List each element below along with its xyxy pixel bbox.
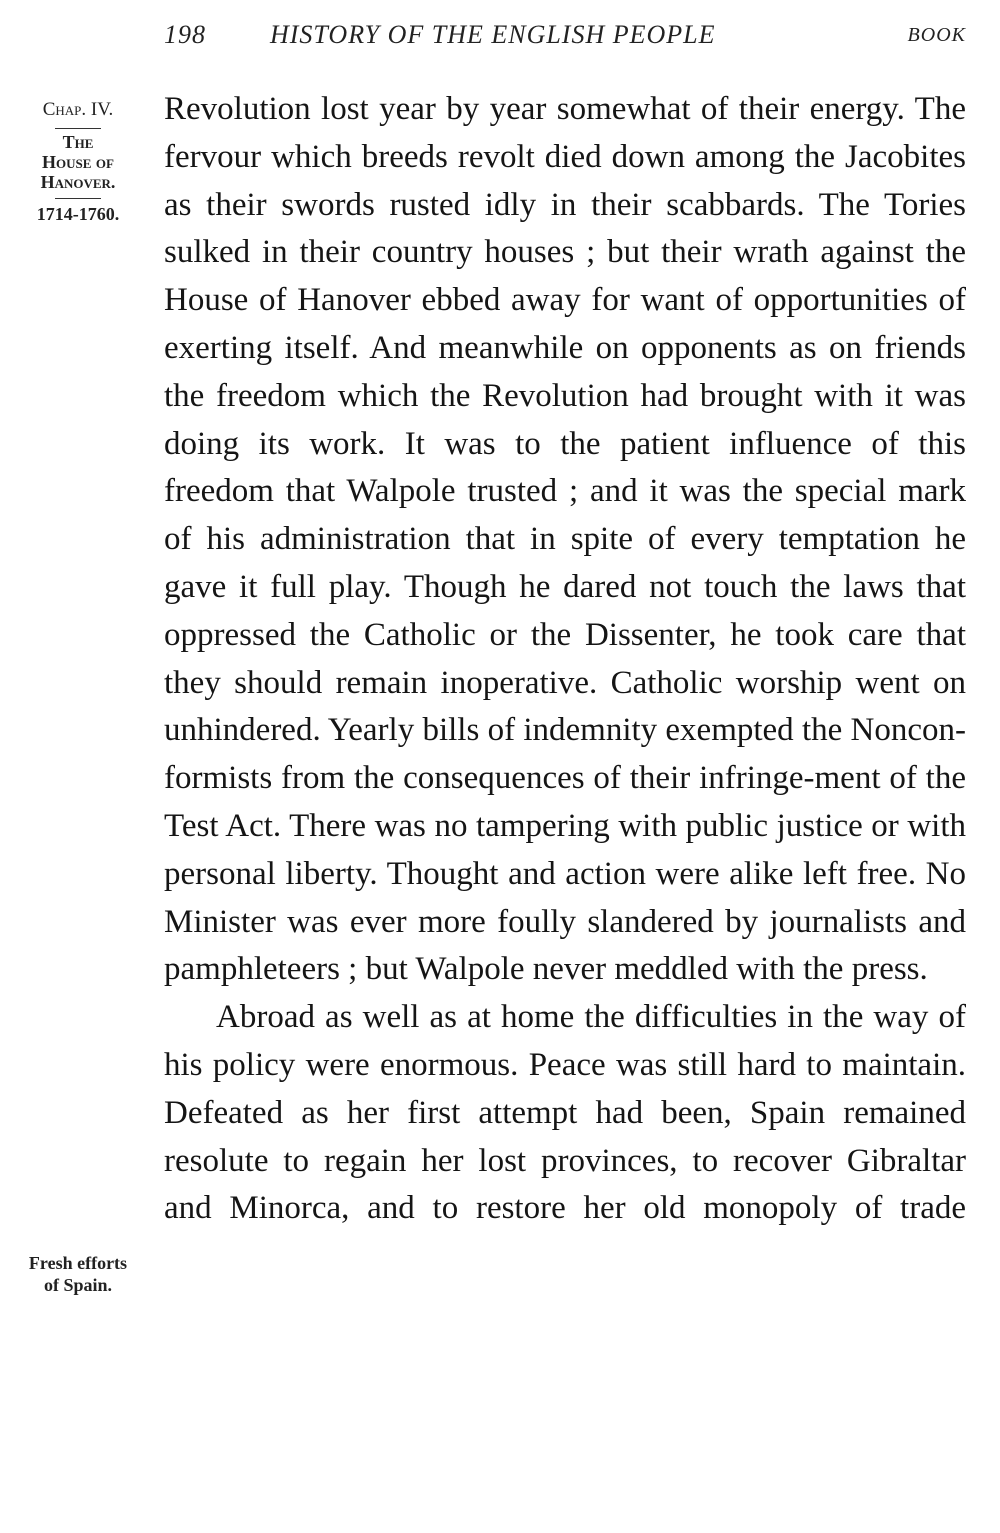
spain-sidenote-line: of Spain. (43, 1275, 113, 1295)
running-header (160, 20, 966, 54)
chapter-sidenote (0, 98, 156, 225)
main-text (164, 86, 966, 1233)
page-number: 198 (164, 20, 206, 49)
section-label (0, 132, 156, 192)
spain-sidenote-line: Fresh efforts (28, 1253, 128, 1273)
date-range-label: 1714-1760. (36, 204, 120, 224)
section-label-line: House of (42, 152, 114, 172)
running-title: HISTORY OF THE ENGLISH PEOPLE (270, 20, 716, 49)
sidenote-rule-top (55, 128, 101, 129)
book-label: BOOK (907, 24, 966, 46)
chapter-label: Chap. IV. (42, 99, 114, 120)
paragraph-walpole-freedom: Revolution lost year by year somewhat of their energy. The fervour which breeds revolt died down among the Jacobites as their swords rusted idly in their scabbards. The Tories sulked in their country houses ; but their wrath against the House of Hanover ebbed away for want of opportunities of exerting itself. And meanwhile on opponents as on friends the freedom which the Revolution had brought with it was doing its work. It was to the patient influence of this freedom that Walpole trusted ; and it was the special mark of his administration that in spite of every temptation he gave it full play. Though he dared not touch the laws that oppressed the Catholic or the Dissenter, he took care that they should remain inoperative. Catholic worship went on unhindered. Yearly bills of indemnity exempted the Noncon-formists from the consequences of their infringe-ment of the Test Act. There was no tampering with public justice or with personal liberty. Thought and action were alike left free. No Minister was ever more foully slandered by journalists and pamphleteers ; but Walpole never meddled with the press. (164, 91, 966, 988)
section-label-line: Hanover. (40, 172, 116, 192)
sidenote-rule-bottom (55, 198, 101, 199)
section-label-line: The (62, 132, 94, 152)
paragraph-spain: Abroad as well as at home the difficulties in the way of his policy were enormous. Peace was still hard to maintain. Defeated as her first attempt had been, Spain remained resolute to regain her lost provinces, to recover Gibraltar and Minorca, and to restore her old monopoly of trade (164, 999, 966, 1227)
spain-sidenote (0, 1252, 156, 1296)
